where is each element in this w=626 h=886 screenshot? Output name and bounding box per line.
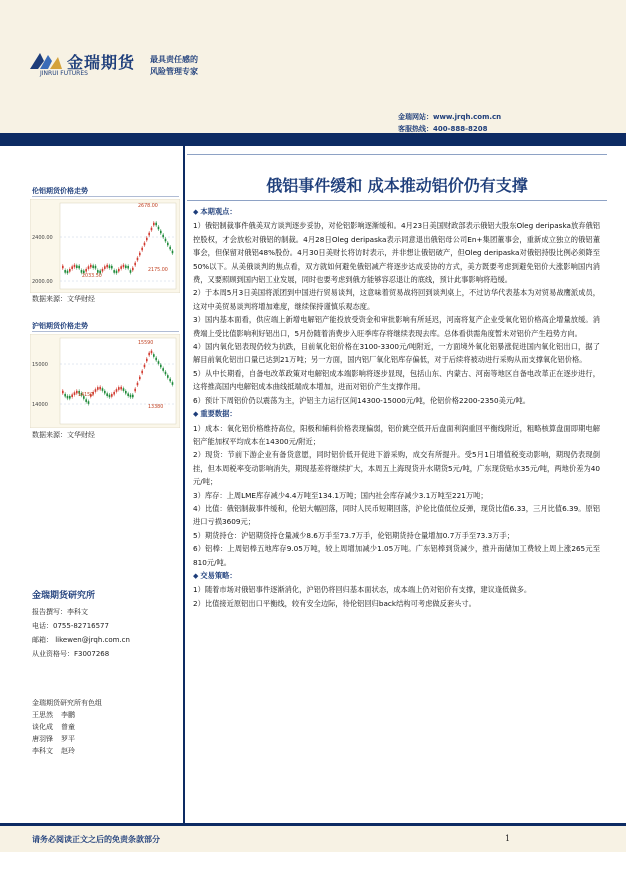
candle-body	[169, 247, 171, 250]
paragraph: 2）比值接近原铝出口平衡线，较有安全边际，待伦铝回归back结构可考虑做反套头寸。	[193, 598, 476, 608]
candle-body	[118, 387, 120, 390]
team-member: 李科文	[32, 747, 53, 755]
candle-body	[151, 351, 153, 354]
logo-name: 金瑞期货	[67, 53, 136, 72]
candle-body	[155, 358, 157, 361]
candle-body	[169, 379, 171, 382]
candle-body	[146, 238, 148, 241]
candle-body	[130, 395, 132, 398]
slogan-line-1: 最具责任感的	[150, 55, 198, 64]
candle-body	[139, 377, 141, 380]
candle-body	[88, 266, 90, 269]
candle-body	[132, 268, 134, 271]
paragraph: 5）从中长期看，自备电改革政策对电解铝成本端影响将逐步显现，包括山东、内蒙古、河南等地区自备电改革正在逐步进行，这将推高国内电解铝成本曲线抵端成本增加，进而对铝价产生支撑作用。	[193, 368, 600, 392]
team-row	[32, 733, 102, 745]
candle-body	[162, 235, 164, 238]
institute-name: 金瑞期货研究所	[32, 591, 96, 601]
candle-body	[118, 269, 120, 272]
candle-body	[88, 401, 90, 404]
candle-body	[67, 396, 69, 399]
website-link[interactable]: www.jrqh.com.cn	[433, 113, 502, 121]
candle-body	[165, 239, 167, 242]
paragraph: 4）国内氧化铝表现仍较为抗跌，目前氧化铝价格在3100-3300元/吨附近，一方面境外氧化铝暴涨促进国内氧化铝出口，据了解目前氧化铝出口量已达到21万吨；另一方面，国内铝厂氧化铝库存偏低，对于后续将被动进行采购从而支撑氧化铝价格。	[193, 342, 600, 365]
candle-body	[141, 371, 143, 374]
candle-body	[153, 223, 155, 226]
candle-body	[139, 253, 141, 256]
logo-subtitle: JINRUI FUTURES	[40, 70, 88, 77]
candle-body	[71, 266, 73, 269]
price-annotation: 2033.50	[82, 274, 102, 279]
candle-body	[127, 393, 129, 396]
team-member: 王思然	[32, 711, 53, 719]
candle-body	[141, 248, 143, 251]
paragraph: 2）于本周5月3日美国将派团到中国进行贸易谈判，这意味着贸易战将回到谈判桌上，不过访华代表基本为对贸易战鹰派成员，这对中美贸易谈判将增加难度，继续保持谨慎乐观态度。	[193, 288, 600, 311]
hotline-number: 400-888-8208	[433, 125, 488, 133]
y-tick-label: 2000.00	[32, 279, 53, 285]
chart1-source: 数据来源：文华财经	[32, 295, 95, 303]
chart1-heading: 伦铝期货价格走势	[32, 187, 88, 195]
title-rule-bottom	[187, 200, 607, 201]
chart1-rule	[32, 196, 179, 197]
contact-info	[398, 111, 501, 135]
diamond-bullet-icon: ◆	[193, 410, 199, 419]
section-heading-data: ◆ 重要数据：	[193, 409, 237, 419]
team-row	[32, 709, 102, 721]
team-row	[32, 745, 102, 757]
candle-body	[120, 387, 122, 390]
report-title: 俄铝事件缓和 成本推动铝价仍有支撑	[266, 176, 528, 195]
candle-body	[153, 354, 155, 357]
candle-body	[151, 228, 153, 231]
candle-body	[167, 243, 169, 246]
candle-body	[172, 382, 174, 385]
candle-body	[120, 266, 122, 269]
paragraph: 3）库存：上周LME库存减少4.4万吨至134.1万吨；国内社会库存减少3.1万吨至221万吨；	[193, 490, 488, 500]
team-member: 谈化成	[32, 723, 53, 731]
y-tick-label: 2400.00	[32, 235, 53, 241]
report-body	[193, 205, 600, 610]
team-member: 曾童	[61, 723, 75, 731]
plot-area	[60, 338, 176, 424]
candle-body	[97, 270, 99, 273]
paragraph: 6）预计下周铝价仍以震荡为主，沪铝主力运行区间14300-15000元/吨，伦铝价格2200-2350美元/吨。	[193, 395, 531, 405]
candle-body	[113, 392, 115, 395]
team-member: 罗平	[61, 735, 75, 743]
candle-body	[144, 243, 146, 246]
page-number: 1	[505, 834, 511, 843]
title-rule-top	[187, 154, 607, 155]
candle-body	[69, 269, 71, 272]
candle-body	[123, 388, 125, 391]
candle-body	[162, 368, 164, 371]
column-divider	[183, 146, 185, 823]
candle-body	[134, 389, 136, 392]
paragraph: 2）现货：节前下游企业有备货意愿，同时铝价低开促进下游采购，成交有所提升。受5月1日增值税变动影响，期现仍表现倒挂，但本周税率变动影响消失，期现基差将继续扩大，本周五上海现货升水期货5元/吨，广东现货贴水35元/吨，两地价差为40元/吨；	[193, 450, 600, 487]
paragraph: 1）成本：氧化铝价格维持高位，阳极和辅料价格表现偏弱，铝价跳空低开后盘面利润重回平衡线附近，粗略核算盘面即期电解铝产能加权平均成本在14300元/附近；	[193, 423, 600, 446]
chart2-source: 数据来源：文华财经	[32, 431, 95, 439]
candle-body	[155, 223, 157, 226]
section-heading-views: ◆ 本期观点：	[193, 207, 237, 216]
candle-body	[85, 269, 87, 272]
chart2-rule	[32, 331, 179, 332]
author-info	[32, 605, 130, 661]
price-annotation: 14150	[78, 393, 94, 398]
paragraph: 1）随着市场对俄铝事件逐渐消化，沪铝仍将回归基本面状态，成本端上仍对铝价有支撑，建议逢低做多。	[193, 585, 532, 595]
team-member: 唐羽锋	[32, 735, 53, 743]
candle-body	[125, 391, 127, 394]
candle-body	[165, 372, 167, 375]
candle-body	[99, 271, 101, 274]
price-annotation: 2175.00	[148, 268, 168, 273]
candle-body	[67, 271, 69, 274]
price-annotation: 2678.00	[138, 204, 158, 209]
candle-body	[102, 269, 104, 272]
hotline-label: 客服热线：	[398, 125, 433, 133]
candle-body	[160, 231, 162, 234]
paragraph: 3）国内基本面看，供应端上新增电解铝产能投放受资金和审批影响有所延迟，河南将复产企业受氧化铝价格高企增量放缓。消费端上受比值影响利好铝出口，5月份随着消费步入旺季库存将继续表现去库。总体看供需角度暂未对铝价产生趋势方向。	[193, 315, 600, 338]
candle-body	[90, 265, 92, 268]
candle-body	[99, 387, 101, 390]
candle-body	[167, 375, 169, 378]
candle-body	[109, 395, 111, 398]
logo-icon	[28, 47, 64, 71]
candle-body	[69, 396, 71, 399]
candle-body	[78, 266, 80, 269]
author-name: 报告撰写：李科文	[32, 608, 88, 616]
candle-body	[102, 388, 104, 391]
paragraph: 6）铝棒：上周铝棒五地库存9.05万吨，较上周增加减少1.05万吨。广东铝棒到货减少，推升南储加工费较上周上涨265元至810元/吨。	[193, 544, 600, 567]
candle-body	[81, 270, 83, 273]
plot-area	[60, 203, 176, 289]
disclaimer-notice: 请务必阅读正文之后的免责条款部分	[32, 835, 160, 844]
diamond-bullet-icon: ◆	[193, 208, 199, 216]
price-annotation: 15590	[138, 341, 154, 346]
slogan-line-2: 风险管理专家	[150, 67, 198, 76]
team-title: 金瑞期货研究所有色组	[32, 699, 102, 707]
candle-body	[62, 266, 64, 269]
candle-body	[92, 265, 94, 268]
candle-body	[116, 271, 118, 274]
y-tick-label: 14000	[32, 402, 48, 408]
y-tick-label: 15000	[32, 362, 48, 368]
candle-body	[111, 266, 113, 269]
candle-body	[76, 265, 78, 268]
team-member: 李鹏	[61, 711, 75, 719]
candle-body	[160, 365, 162, 368]
candle-body	[148, 233, 150, 236]
paragraph: 5）期货持仓：沪铝期货持仓量减少8.6万手至73.7万手，伦铝期货持仓量增加0.7万手至73.3万手；	[193, 530, 514, 540]
team-member: 赵玲	[61, 747, 75, 755]
candle-body	[106, 265, 108, 268]
candle-body	[64, 394, 66, 397]
team-row	[32, 721, 102, 733]
candle-body	[74, 265, 76, 268]
candle-body	[113, 270, 115, 273]
author-phone: 电话：0755-82716577	[32, 622, 109, 630]
team-list	[32, 697, 102, 757]
price-annotation: 13380	[148, 405, 164, 410]
candle-body	[62, 391, 64, 394]
candle-body	[74, 392, 76, 395]
candle-body	[95, 389, 97, 392]
candle-body	[158, 227, 160, 230]
paragraph: 1）俄铝制裁事件俄美双方谈判逐步妥协，对伦铝影响逐渐缓和。4月23日美国财政部表示俄铝大股东Oleg deripaska放弃俄铝控股权，才会放松对俄铝的制裁。4月28日Oleg deripaska表示同意退出俄铝母公司En+集团董事会，重新成立独立的俄铝董事会，但保留对俄铝48%股份。4月30日美财长将访时表示，并非想让俄铝破产，但Oleg deripaska对俄铝持股比例必须降至50%以下。从美俄谈判的焦点看，双方就如何避免俄铝减产将逐步达成妥协的方式，美方既要考虑到避免铝价大涨影响国内消费，又要照顾到国内铝工业发展，同时也要考虑到俄方能够容忍退让的底线，预计此事影响将趋缓。	[193, 221, 600, 285]
author-license: 从业资格号：F3007268	[32, 650, 110, 658]
author-email[interactable]: 邮箱： likewen@jrqh.com.cn	[32, 636, 130, 644]
candle-body	[125, 265, 127, 268]
chart2-heading: 沪铝期货价格走势	[32, 322, 88, 330]
candle-body	[132, 395, 134, 398]
candle-body	[146, 359, 148, 362]
candle-body	[83, 271, 85, 274]
shfe-aluminum-chart	[30, 334, 180, 428]
candle-body	[158, 361, 160, 364]
candle-body	[172, 251, 174, 254]
candle-body	[130, 270, 132, 273]
candle-body	[144, 365, 146, 368]
candle-body	[104, 391, 106, 394]
candle-body	[104, 266, 106, 269]
candle-body	[71, 394, 73, 397]
section-heading-strategy: ◆ 交易策略：	[193, 570, 237, 580]
header-bar	[0, 133, 626, 146]
candle-body	[148, 353, 150, 356]
candle-body	[64, 270, 66, 273]
diamond-bullet-icon: ◆	[193, 571, 199, 580]
candle-body	[111, 394, 113, 397]
candle-body	[134, 263, 136, 266]
candle-body	[95, 266, 97, 269]
candle-body	[137, 258, 139, 261]
website-label: 金瑞网站：	[398, 113, 433, 121]
candle-body	[127, 266, 129, 269]
candle-body	[85, 399, 87, 402]
candle-body	[106, 393, 108, 396]
candle-body	[109, 265, 111, 268]
candle-body	[123, 265, 125, 268]
candle-body	[97, 387, 99, 390]
paragraph: 4）比值：俄铝制裁事件缓和，伦铝大幅回落，同时人民币短期回落，沪伦比值低位反弹，现货比值6.33，三月比值6.39。原铝进口亏损3609元；	[193, 503, 600, 527]
candle-body	[116, 389, 118, 392]
lme-aluminum-chart	[30, 199, 180, 293]
slogan	[150, 54, 198, 78]
candle-body	[137, 383, 139, 386]
